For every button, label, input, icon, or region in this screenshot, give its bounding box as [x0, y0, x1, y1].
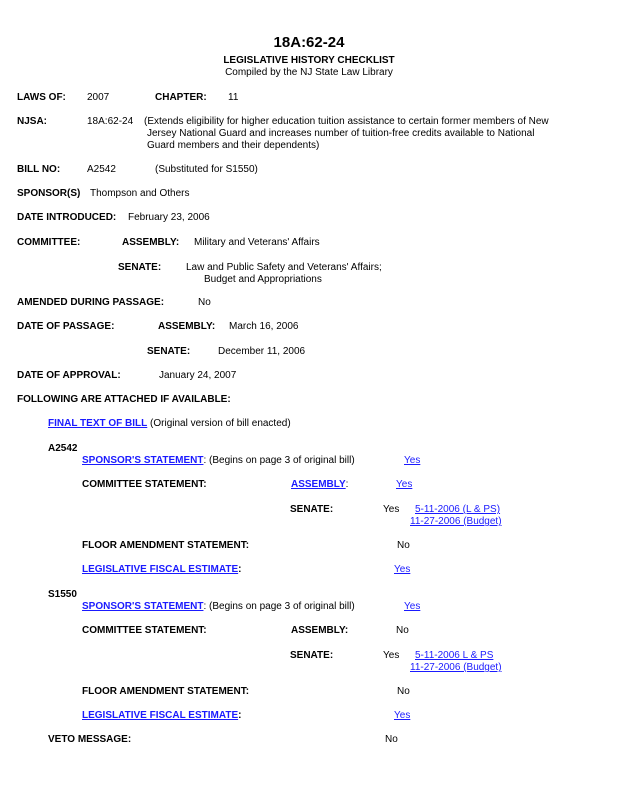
passage-assembly-label: ASSEMBLY:: [158, 321, 216, 332]
final-text-row: [48, 418, 291, 430]
s1550-senate-label: SENATE:: [290, 650, 334, 661]
s1550-sponsor-yes-link[interactable]: Yes: [404, 601, 421, 612]
a2542-heading: A2542: [48, 443, 78, 454]
a2542-assembly-link[interactable]: ASSEMBLY: [291, 479, 346, 490]
bill-substitution-note: (Substituted for S1550): [155, 164, 258, 175]
a2542-assembly-colon: :: [345, 479, 349, 490]
date-introduced-value: February 23, 2006: [128, 212, 210, 223]
chapter-label: CHAPTER:: [155, 92, 207, 103]
a2542-senate-value: Yes: [383, 504, 400, 515]
s1550-fiscal-colon: :: [238, 710, 242, 721]
s1550-heading: S1550: [48, 589, 77, 600]
s1550-senate-value: Yes: [383, 650, 400, 661]
committee-assembly-label: ASSEMBLY:: [122, 237, 180, 248]
a2542-fiscal-yes-link[interactable]: Yes: [394, 564, 411, 575]
a2542-sponsor-statement-link[interactable]: SPONSOR'S STATEMENT: [82, 455, 204, 466]
sponsors-value: Thompson and Others: [90, 188, 190, 199]
final-text-link[interactable]: FINAL TEXT OF BILL: [48, 418, 148, 429]
bill-no-value: A2542: [87, 164, 116, 175]
a2542-fiscal-estimate-link[interactable]: LEGISLATIVE FISCAL ESTIMATE: [82, 564, 239, 575]
a2542-floor-value: No: [397, 540, 410, 551]
laws-of-label: LAWS OF:: [17, 92, 66, 103]
committee-senate-value-line1: Law and Public Safety and Veterans' Affairs;: [186, 262, 382, 273]
s1550-sponsor-note: : (Begins on page 3 of original bill): [203, 601, 355, 612]
passage-senate-label: SENATE:: [147, 346, 191, 357]
s1550-fiscal-estimate-link[interactable]: LEGISLATIVE FISCAL ESTIMATE: [82, 710, 239, 721]
s1550-senate-link-budget[interactable]: 11-27-2006 (Budget): [410, 662, 502, 673]
passage-assembly-value: March 16, 2006: [229, 321, 299, 332]
veto-label: VETO MESSAGE:: [48, 734, 132, 745]
compiled-by: Compiled by the NJ State Law Library: [225, 67, 393, 78]
s1550-assembly-value: No: [396, 625, 409, 636]
s1550-committee-label: COMMITTEE STATEMENT:: [82, 625, 207, 636]
amended-label: AMENDED DURING PASSAGE:: [17, 297, 165, 308]
s1550-floor-label: FLOOR AMENDMENT STATEMENT:: [82, 686, 250, 697]
committee-assembly-value: Military and Veterans' Affairs: [194, 237, 320, 248]
bill-no-label: BILL NO:: [17, 164, 61, 175]
passage-label: DATE OF PASSAGE:: [17, 321, 115, 332]
passage-senate-value: December 11, 2006: [218, 346, 306, 357]
njsa-description-line1: (Extends eligibility for higher education tuition assistance to certain former members of New: [144, 116, 549, 127]
committee-senate-label: SENATE:: [118, 262, 162, 273]
date-introduced-label: DATE INTRODUCED:: [17, 212, 117, 223]
page-title: 18A:62-24: [273, 34, 345, 51]
veto-value: No: [385, 734, 398, 745]
njsa-description-line3: Guard members and their dependents): [147, 140, 320, 151]
a2542-fiscal-colon: :: [238, 564, 242, 575]
njsa-value: 18A:62-24: [87, 116, 134, 127]
attached-heading: FOLLOWING ARE ATTACHED IF AVAILABLE:: [17, 394, 231, 405]
final-text-note: (Original version of bill enacted): [150, 418, 291, 429]
a2542-floor-label: FLOOR AMENDMENT STATEMENT:: [82, 540, 250, 551]
amended-value: No: [198, 297, 211, 308]
a2542-sponsor-note: : (Begins on page 3 of original bill): [203, 455, 355, 466]
njsa-label: NJSA:: [17, 116, 48, 127]
a2542-assembly-row: [291, 479, 348, 491]
sponsors-label: SPONSOR(S): [17, 188, 81, 199]
committee-label: COMMITTEE:: [17, 237, 81, 248]
s1550-floor-value: No: [397, 686, 410, 697]
s1550-senate-link-lps[interactable]: 5-11-2006 L & PS: [415, 650, 494, 661]
s1550-fiscal-row: [82, 710, 241, 722]
laws-of-value: 2007: [87, 92, 110, 103]
a2542-sponsor-row: [82, 455, 355, 467]
s1550-assembly-label: ASSEMBLY:: [291, 625, 349, 636]
s1550-sponsor-row: [82, 601, 355, 613]
a2542-assembly-yes-link[interactable]: Yes: [396, 479, 413, 490]
njsa-description-line2: Jersey National Guard and increases number of tuition-free credits available to National: [147, 128, 535, 139]
a2542-fiscal-row: [82, 564, 241, 576]
chapter-value: 11: [228, 92, 239, 103]
a2542-senate-link-lps[interactable]: 5-11-2006 (L & PS): [415, 504, 501, 515]
page-subtitle: LEGISLATIVE HISTORY CHECKLIST: [223, 55, 395, 66]
a2542-sponsor-yes-link[interactable]: Yes: [404, 455, 421, 466]
s1550-fiscal-yes-link[interactable]: Yes: [394, 710, 411, 721]
approval-label: DATE OF APPROVAL:: [17, 370, 121, 381]
a2542-senate-link-budget[interactable]: 11-27-2006 (Budget): [410, 516, 502, 527]
a2542-committee-label: COMMITTEE STATEMENT:: [82, 479, 207, 490]
a2542-senate-label: SENATE:: [290, 504, 334, 515]
committee-senate-value-line2: Budget and Appropriations: [204, 274, 322, 285]
approval-value: January 24, 2007: [159, 370, 237, 381]
s1550-sponsor-statement-link[interactable]: SPONSOR'S STATEMENT: [82, 601, 204, 612]
